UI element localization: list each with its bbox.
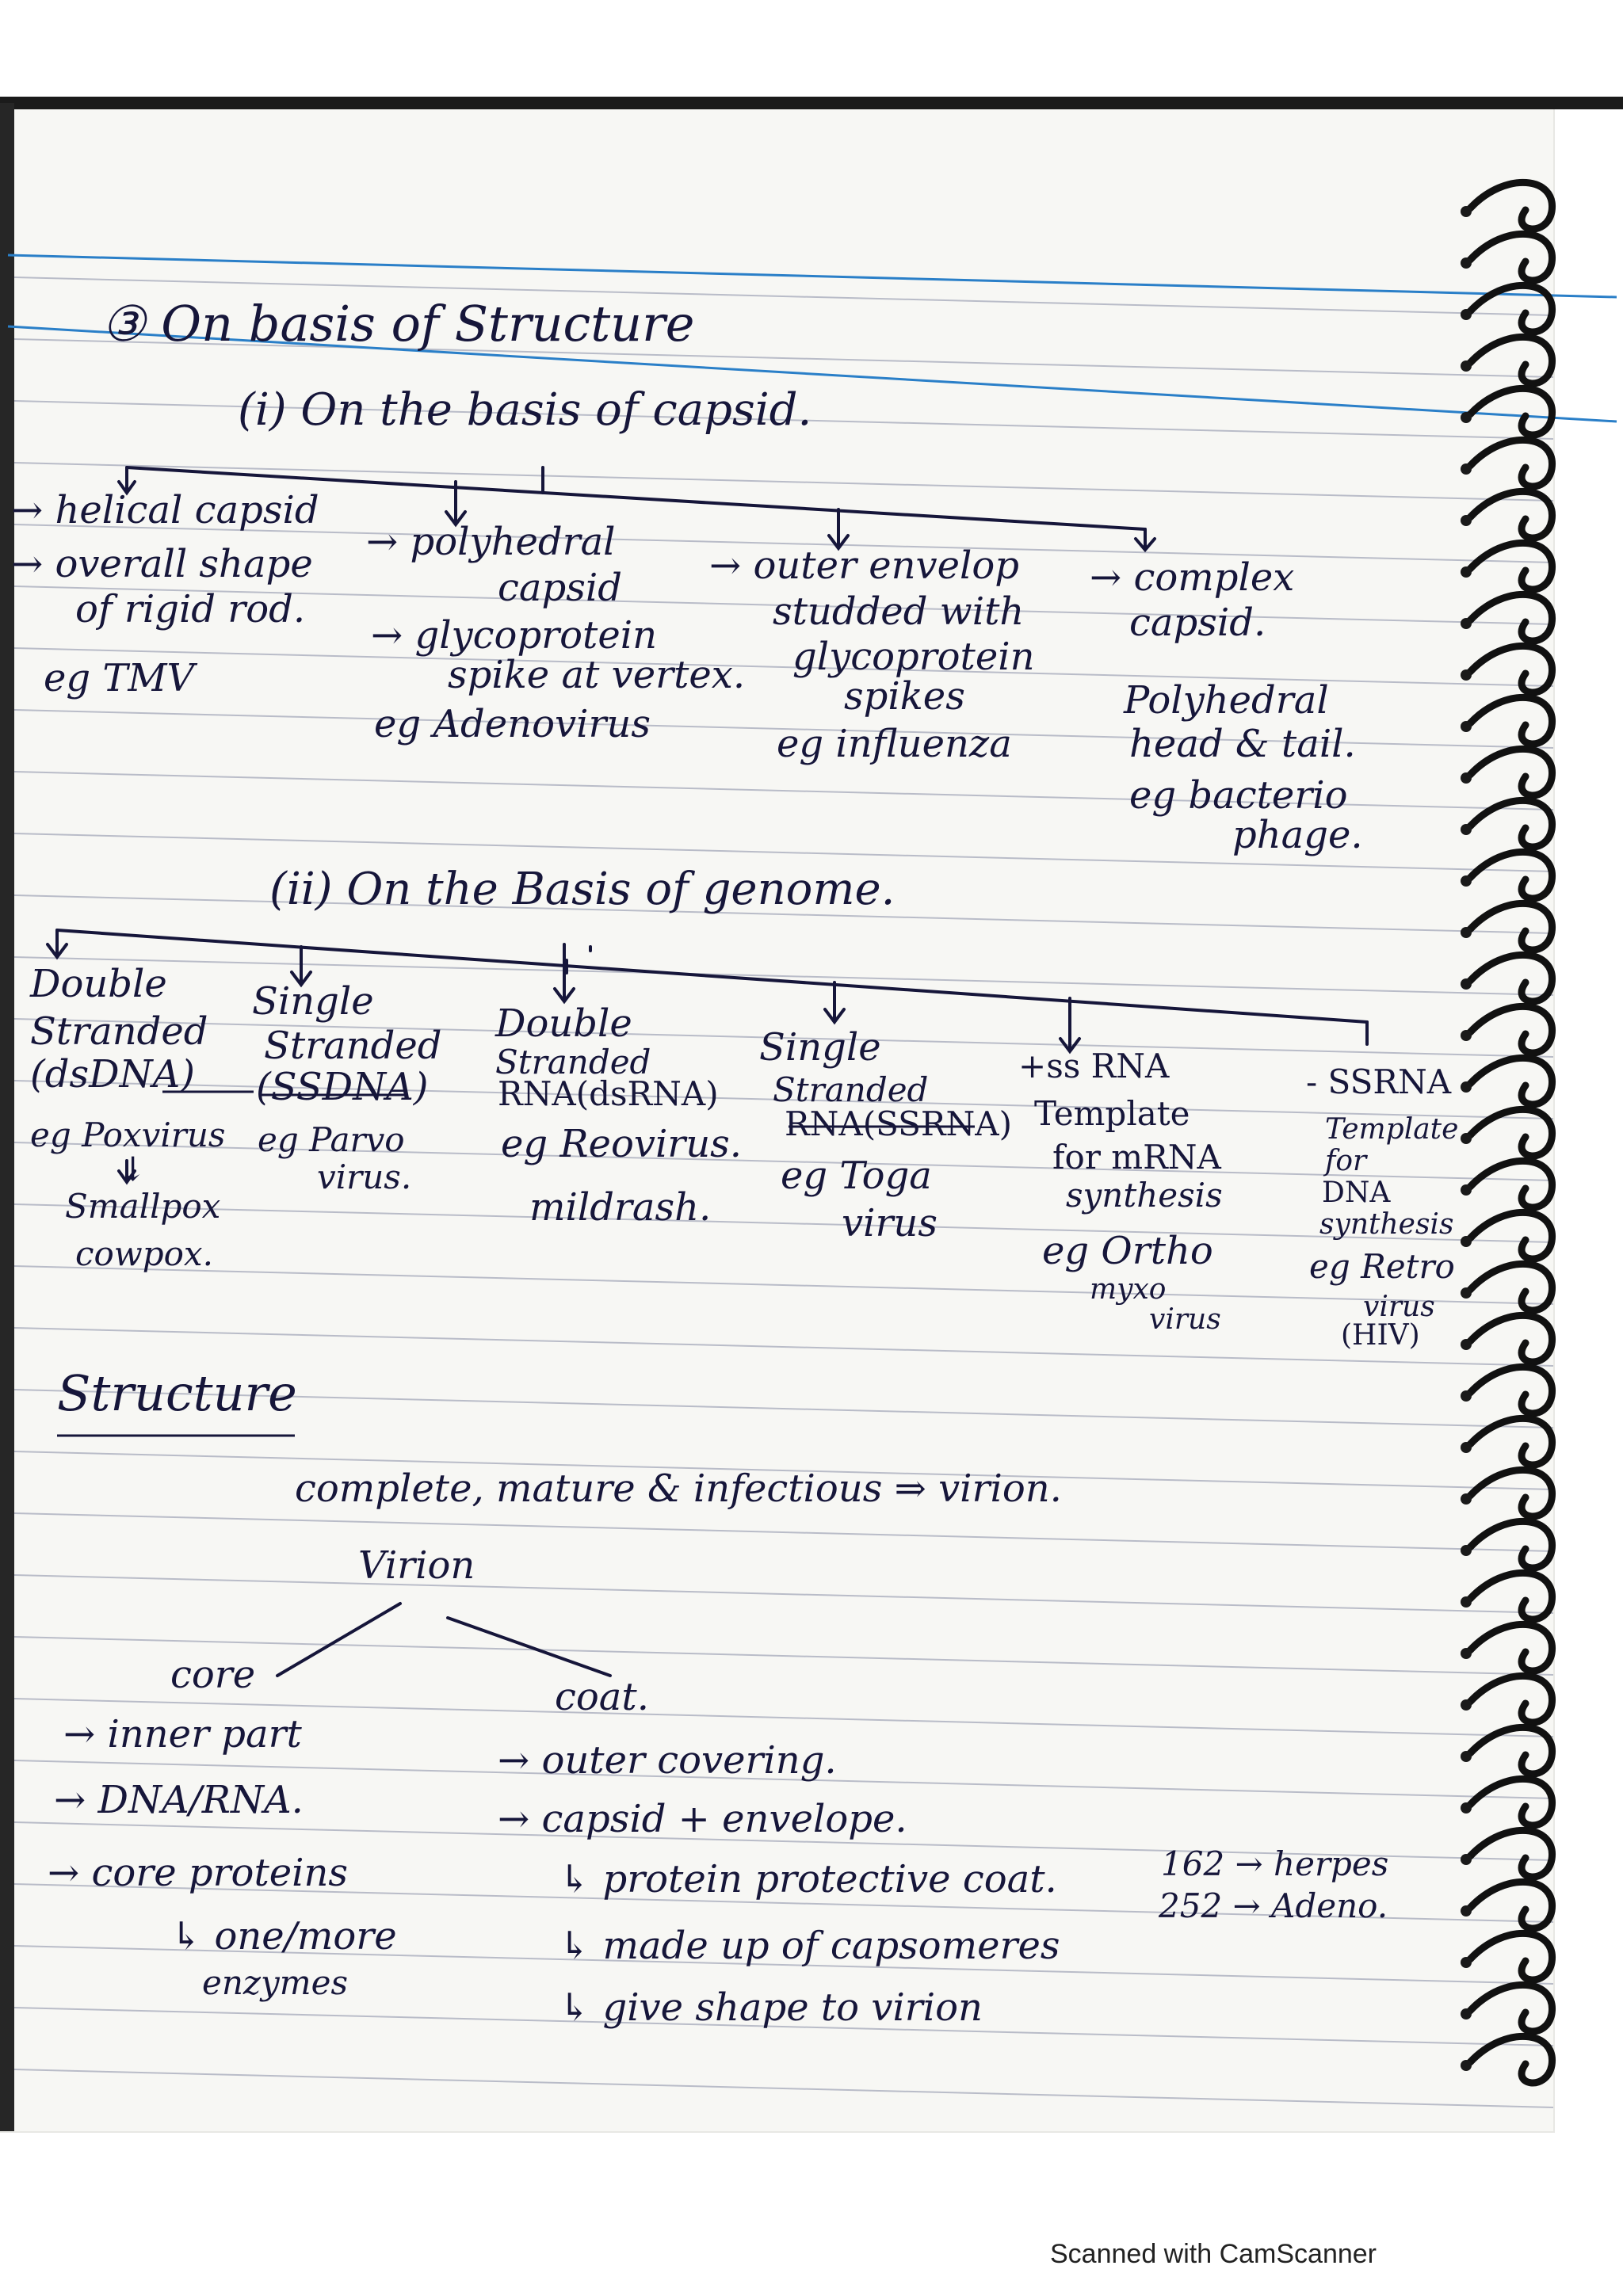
punch-hole bbox=[1461, 875, 1472, 887]
ssrna-line-3: RNA(SSRNA) bbox=[785, 1104, 1012, 1143]
punch-hole bbox=[1461, 1802, 1472, 1814]
ssdna-line-3: (SSDNA) bbox=[256, 1065, 429, 1109]
punch-hole bbox=[1461, 1545, 1472, 1556]
complex-example: eg bacterio bbox=[1129, 773, 1348, 818]
punch-hole bbox=[1461, 1596, 1472, 1608]
coat-label: coat. bbox=[555, 1675, 649, 1719]
spiral-loop bbox=[1470, 1624, 1552, 1671]
punch-hole bbox=[1461, 1287, 1472, 1299]
punch-hole bbox=[1461, 1648, 1472, 1659]
spiral-loop bbox=[1470, 234, 1552, 280]
ssrna-line-5: virus bbox=[842, 1201, 938, 1245]
dsdna-line-3: (dsDNA) bbox=[30, 1052, 195, 1097]
plus-ssrna-line-3: for mRNA bbox=[1052, 1138, 1221, 1177]
minus-ssrna-line-7: virus bbox=[1363, 1291, 1435, 1323]
spiral-loop bbox=[1470, 1367, 1552, 1413]
punch-hole bbox=[1461, 618, 1472, 629]
dsrna-line-5: mildrash. bbox=[529, 1185, 712, 1230]
spiral-loop bbox=[1470, 594, 1552, 641]
virion-label: Virion bbox=[358, 1543, 475, 1588]
plus-ssrna-line-6: myxo bbox=[1090, 1273, 1167, 1306]
punch-hole bbox=[1461, 206, 1472, 217]
punch-hole bbox=[1461, 1493, 1472, 1505]
punch-hole bbox=[1461, 978, 1472, 990]
minus-ssrna-line-3: for bbox=[1325, 1145, 1367, 1177]
ssrna-line-1: Single bbox=[759, 1025, 881, 1070]
spiral-loop bbox=[1470, 1830, 1552, 1877]
side-note-2: 252 → Adeno. bbox=[1159, 1886, 1388, 1925]
punch-hole bbox=[1461, 1133, 1472, 1144]
virion-to-core bbox=[277, 1604, 400, 1676]
minus-ssrna-line-4: DNA bbox=[1322, 1177, 1391, 1209]
dsdna-line-7: cowpox. bbox=[75, 1234, 213, 1273]
dsdna-line-1: Double bbox=[30, 962, 167, 1006]
helical-line-3: of rigid rod. bbox=[75, 587, 306, 631]
ruled-line bbox=[14, 1513, 1553, 1551]
punch-hole bbox=[1461, 1184, 1472, 1196]
punch-hole bbox=[1461, 412, 1472, 423]
dsrna-line-3: RNA(dsRNA) bbox=[498, 1074, 719, 1113]
minus-ssrna-line-2: Template bbox=[1325, 1113, 1459, 1146]
spiral-loop bbox=[1470, 1985, 1552, 2031]
polyhedral-title: → polyhedral bbox=[366, 520, 616, 564]
ssdna-example: eg Parvo bbox=[258, 1120, 405, 1159]
spiral-loop bbox=[1470, 1212, 1552, 1259]
punch-hole bbox=[1461, 721, 1472, 732]
coat-point-1: → outer covering. bbox=[498, 1738, 837, 1783]
core-point-4: ↳ one/more bbox=[170, 1914, 397, 1958]
punch-hole bbox=[1461, 463, 1472, 475]
plus-ssrna-line-1: +ss RNA bbox=[1018, 1047, 1170, 1085]
complex-line-2: capsid. bbox=[1129, 601, 1266, 645]
spiral-loop bbox=[1470, 440, 1552, 486]
dsdna-line-6: Smallpox bbox=[65, 1187, 221, 1226]
helical-example: eg TMV bbox=[44, 656, 195, 700]
dsrna-line-1: Double bbox=[495, 1001, 632, 1046]
punch-hole bbox=[1461, 1699, 1472, 1711]
punch-hole bbox=[1461, 772, 1472, 784]
punch-hole bbox=[1461, 1854, 1472, 1865]
plus-ssrna-line-4: synthesis bbox=[1066, 1176, 1223, 1215]
core-point-3: → core proteins bbox=[48, 1851, 349, 1895]
punch-hole bbox=[1461, 309, 1472, 320]
dsdna-line-2: Stranded bbox=[30, 1009, 208, 1054]
envelope-example: eg influenza bbox=[777, 722, 1012, 766]
complex-line-3: Polyhedral bbox=[1124, 678, 1329, 723]
ssdna-line-1: Single bbox=[252, 979, 374, 1024]
spiral-loop bbox=[1470, 1006, 1552, 1053]
punch-hole bbox=[1461, 1442, 1472, 1453]
punch-hole bbox=[1461, 1751, 1472, 1762]
punch-hole bbox=[1461, 1081, 1472, 1093]
punch-hole bbox=[1461, 669, 1472, 681]
coat-point-4: ↳ made up of capsomeres bbox=[559, 1924, 1060, 1968]
spiral-loop bbox=[1470, 852, 1552, 898]
core-point-1: → inner part bbox=[63, 1712, 302, 1756]
coat-point-2: → capsid + envelope. bbox=[498, 1797, 907, 1841]
dsdna-arrow: ↓ bbox=[119, 1150, 147, 1188]
punch-hole bbox=[1461, 2060, 1472, 2071]
ssrna-line-2: Stranded bbox=[773, 1070, 929, 1109]
complex-line-6: phage. bbox=[1232, 813, 1363, 857]
virion-branches bbox=[277, 1604, 610, 1676]
complex-title: → complex bbox=[1090, 555, 1295, 600]
side-note-1: 162 → herpes bbox=[1161, 1844, 1389, 1883]
ssdna-line-2: Stranded bbox=[264, 1024, 442, 1068]
spiral-loop bbox=[1470, 1058, 1552, 1104]
plus-ssrna-example: eg Ortho bbox=[1042, 1229, 1213, 1273]
coat-point-5: ↳ give shape to virion bbox=[559, 1985, 983, 2030]
spiral-loop bbox=[1470, 749, 1552, 795]
plus-ssrna-line-2: Template bbox=[1034, 1094, 1190, 1133]
blue-line-top bbox=[8, 255, 1617, 297]
minus-ssrna-line-8: (HIV) bbox=[1341, 1319, 1420, 1352]
spiral-loop bbox=[1470, 1470, 1552, 1516]
dsdna-example: eg Poxvirus bbox=[30, 1116, 226, 1154]
ruled-line bbox=[14, 1575, 1553, 1613]
coat-point-3: ↳ protein protective coat. bbox=[559, 1857, 1057, 1901]
genome-tree-lines bbox=[48, 930, 1367, 1051]
capsid-subheading: (i) On the basis of capsid. bbox=[238, 384, 812, 436]
scanner-watermark: Scanned with CamScanner bbox=[1050, 2239, 1377, 2269]
ruled-line bbox=[14, 2069, 1553, 2107]
punch-hole bbox=[1461, 927, 1472, 938]
punch-hole bbox=[1461, 824, 1472, 835]
polyhedral-line-4: spike at vertex. bbox=[448, 653, 746, 697]
helical-line-2: → overall shape bbox=[11, 542, 313, 586]
punch-hole bbox=[1461, 1339, 1472, 1350]
spiral-loop bbox=[1470, 903, 1552, 950]
punch-hole bbox=[1461, 360, 1472, 372]
core-label: core bbox=[170, 1653, 256, 1697]
structure-heading: Structure bbox=[57, 1364, 297, 1422]
ruled-line bbox=[14, 1328, 1553, 1366]
punch-hole bbox=[1461, 1957, 1472, 1968]
genome-subheading: (ii) On the Basis of genome. bbox=[269, 864, 896, 915]
complex-line-4: head & tail. bbox=[1129, 722, 1356, 766]
punch-hole bbox=[1461, 566, 1472, 578]
ssrna-example: eg Toga bbox=[781, 1154, 932, 1198]
spiral-loop bbox=[1470, 1161, 1552, 1207]
helical-title: → helical capsid bbox=[11, 488, 319, 532]
dsrna-line-2: Stranded bbox=[495, 1043, 651, 1081]
spiral-loop bbox=[1470, 1676, 1552, 1722]
envelope-line-2: studded with bbox=[773, 589, 1025, 634]
punch-hole bbox=[1461, 2008, 1472, 2019]
ssdna-line-5: virus. bbox=[317, 1158, 412, 1196]
punch-hole bbox=[1461, 1390, 1472, 1402]
virion-definition: complete, mature & infectious ⇒ virion. bbox=[295, 1466, 1062, 1511]
spiral-loop bbox=[1470, 697, 1552, 744]
spiral-loop bbox=[1470, 1933, 1552, 1980]
punch-hole bbox=[1461, 257, 1472, 269]
polyhedral-line-2: capsid bbox=[498, 566, 622, 610]
minus-ssrna-line-1: - SSRNA bbox=[1306, 1062, 1452, 1101]
envelope-line-4: spikes bbox=[844, 674, 965, 719]
core-point-5: enzymes bbox=[202, 1963, 348, 2002]
spiral-loop bbox=[1470, 543, 1552, 589]
spiral-loop bbox=[1470, 182, 1552, 229]
minus-ssrna-line-5: synthesis bbox=[1319, 1208, 1454, 1241]
dsrna-example: eg Reovirus. bbox=[501, 1122, 743, 1166]
ruled-line bbox=[14, 957, 1553, 995]
spiral-loop bbox=[1470, 388, 1552, 435]
punch-hole bbox=[1461, 1236, 1472, 1247]
envelope-line-3: glycoprotein bbox=[792, 635, 1035, 679]
polyhedral-example: eg Adenovirus bbox=[374, 702, 651, 746]
minus-ssrna-example: eg Retro bbox=[1309, 1247, 1455, 1286]
virion-to-coat bbox=[448, 1618, 610, 1676]
punch-hole bbox=[1461, 515, 1472, 526]
spiral-loop bbox=[1470, 1521, 1552, 1568]
core-point-2: → DNA/RNA. bbox=[54, 1778, 304, 1822]
plus-ssrna-line-7: virus bbox=[1149, 1303, 1221, 1336]
punch-hole bbox=[1461, 1030, 1472, 1041]
envelope-title: → outer envelop bbox=[709, 543, 1020, 588]
polyhedral-line-3: → glycoprotein bbox=[371, 613, 657, 658]
spiral-loop bbox=[1470, 1779, 1552, 1825]
punch-hole bbox=[1461, 1905, 1472, 1917]
section-heading: ③ On basis of Structure bbox=[101, 295, 695, 353]
spiral-loop bbox=[1470, 1315, 1552, 1362]
